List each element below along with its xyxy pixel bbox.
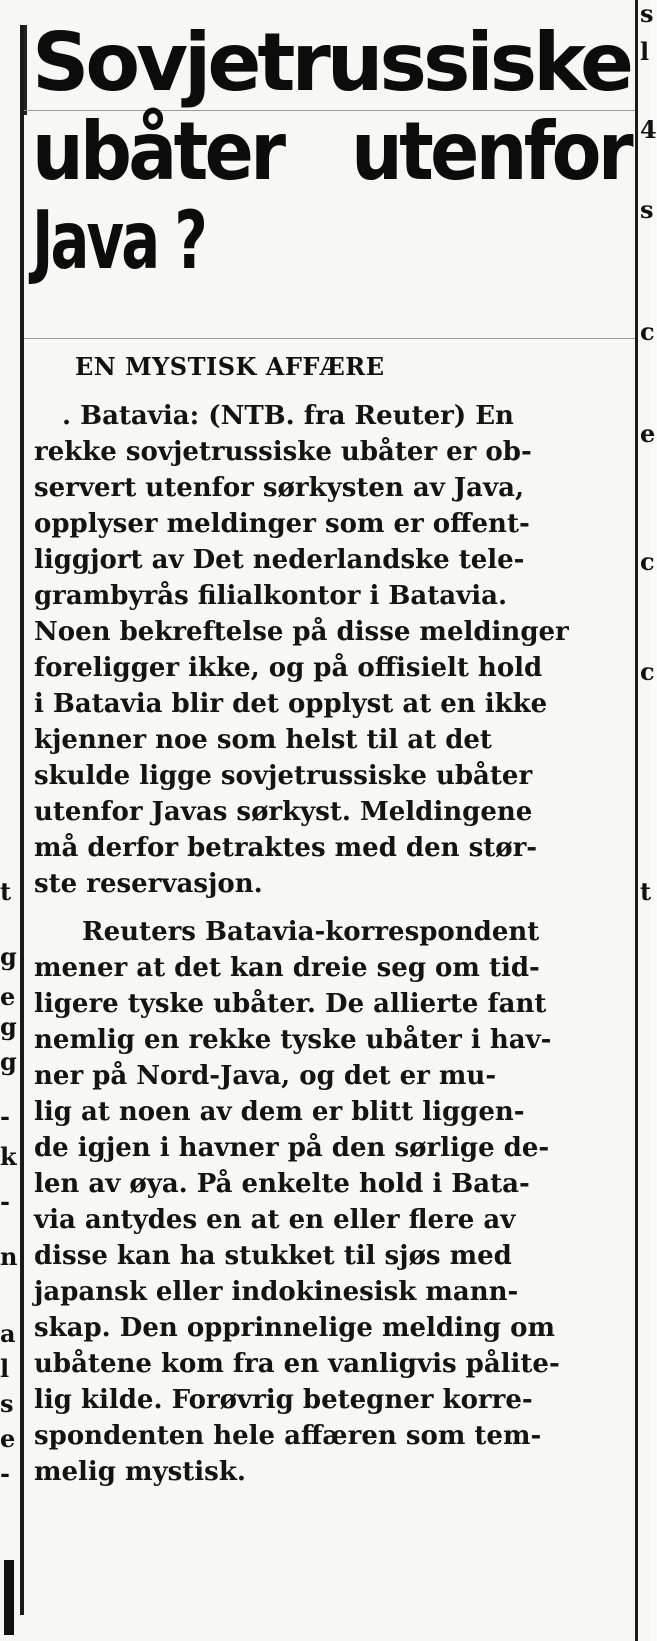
body-line: lig kilde. Forøvrig betegner korre- xyxy=(34,1385,533,1415)
adjacent-column-fragment: g xyxy=(0,1047,17,1076)
adjacent-column-fragment: - xyxy=(0,1187,10,1216)
adjacent-column-fragment: g xyxy=(0,1012,17,1041)
subheadline: EN MYSTISK AFFÆRE xyxy=(75,352,385,381)
body-line: Reuters Batavia-korrespondent xyxy=(82,917,540,947)
adjacent-column-fragment: t xyxy=(0,877,12,906)
body-line: ubåtene kom fra en vanligvis pålite- xyxy=(34,1349,560,1379)
body-line: lig at noen av dem er blitt liggen- xyxy=(34,1097,525,1127)
adjacent-column-fragment: c xyxy=(640,317,655,346)
adjacent-column-fragment: c xyxy=(640,657,655,686)
body-line: utenfor Javas sørkyst. Meldingene xyxy=(34,797,533,827)
right-column-rule xyxy=(635,0,638,1641)
adjacent-column-fragment: e xyxy=(0,1424,16,1453)
left-column-rule-top xyxy=(24,25,27,115)
left-bottom-bar xyxy=(4,1560,14,1635)
body-line: ligere tyske ubåter. De allierte fant xyxy=(34,989,547,1019)
body-line: rekke sovjetrussiske ubåter er ob- xyxy=(34,437,532,467)
headline-rule xyxy=(24,338,635,339)
adjacent-column-fragment: - xyxy=(0,1102,10,1131)
body-line: liggjort av Det nederlandske tele- xyxy=(34,545,525,575)
adjacent-column-fragment: a xyxy=(0,1319,16,1348)
body-line: japansk eller indokinesisk mann- xyxy=(34,1277,519,1307)
body-line: skulde ligge sovjetrussiske ubåter xyxy=(34,761,533,791)
adjacent-column-fragment: g xyxy=(0,942,17,971)
body-line: via antydes en at en eller flere av xyxy=(34,1205,516,1235)
adjacent-column-fragment: e xyxy=(0,982,16,1011)
body-line: . Batavia: (NTB. fra Reuter) En xyxy=(62,401,514,431)
body-line: i Batavia blir det opplyst at en ikke xyxy=(34,689,548,719)
body-line: ste reservasjon. xyxy=(34,869,263,899)
body-line: grambyrås filialkontor i Batavia. xyxy=(34,581,507,611)
body-line: nemlig en rekke tyske ubåter i hav- xyxy=(34,1025,552,1055)
headline-line: Java ? xyxy=(32,194,205,287)
adjacent-column-fragment: n xyxy=(0,1242,18,1271)
adjacent-column-fragment: s xyxy=(0,1389,14,1418)
adjacent-column-fragment: e xyxy=(640,419,656,448)
headline xyxy=(32,18,632,285)
adjacent-column-fragment: - xyxy=(0,1459,10,1488)
adjacent-column-fragment: l xyxy=(640,37,650,66)
left-column-rule xyxy=(20,25,24,1615)
body-line: spondenten hele affæren som tem- xyxy=(34,1421,542,1451)
body-line: servert utenfor sørkysten av Java, xyxy=(34,473,525,503)
adjacent-column-fragment: t xyxy=(640,877,652,906)
body-line: mener at det kan dreie seg om tid- xyxy=(34,953,540,983)
body-line: skap. Den opprinnelige melding om xyxy=(34,1313,555,1343)
adjacent-column-fragment: 4 xyxy=(640,115,657,144)
headline-line: Sovjetrussiske xyxy=(32,16,630,109)
body-line: kjenner noe som helst til at det xyxy=(34,725,492,755)
adjacent-column-fragment: k xyxy=(0,1142,17,1171)
adjacent-column-fragment: c xyxy=(640,547,655,576)
headline-line: ubåter utenfor xyxy=(32,105,630,198)
body-line: foreligger ikke, og på offisielt hold xyxy=(34,653,543,683)
body-line: disse kan ha stukket til sjøs med xyxy=(34,1241,512,1271)
body-line: Noen bekreftelse på disse meldinger xyxy=(34,617,569,647)
body-line: må derfor betraktes med den stør- xyxy=(34,833,538,863)
adjacent-column-fragment: s xyxy=(640,195,654,224)
adjacent-column-fragment: s xyxy=(640,0,654,28)
body-line: opplyser meldinger som er offent- xyxy=(34,509,530,539)
body-line: len av øya. På enkelte hold i Bata- xyxy=(34,1169,530,1199)
adjacent-column-fragment: l xyxy=(0,1354,10,1383)
body-line: de igjen i havner på den sørlige de- xyxy=(34,1133,550,1163)
body-line: ner på Nord-Java, og det er mu- xyxy=(34,1061,497,1091)
body-line: melig mystisk. xyxy=(34,1457,246,1487)
